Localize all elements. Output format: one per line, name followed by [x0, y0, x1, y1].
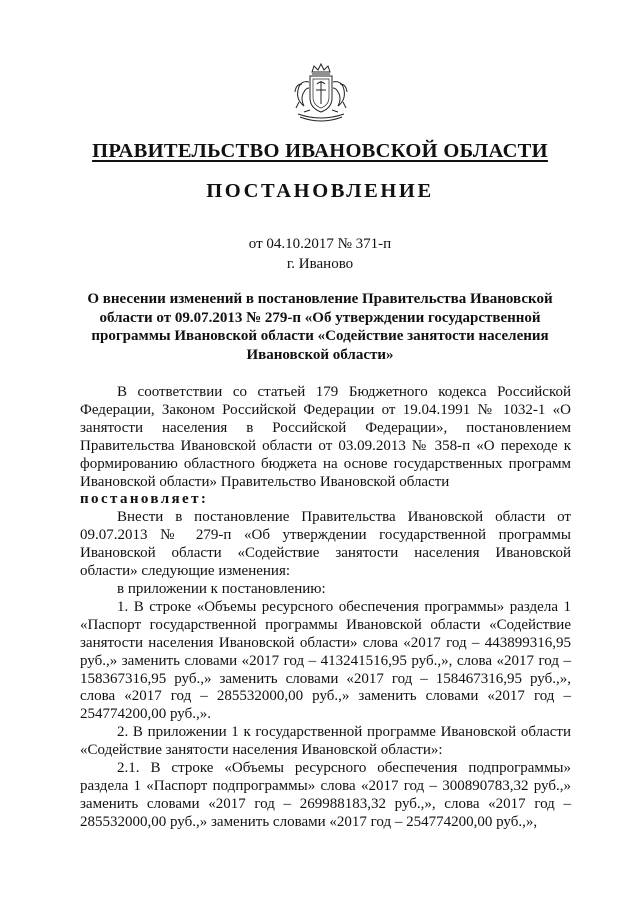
body-paragraph-1: Внести в постановление Правительства Ивановской области от 09.07.2013 № 279-п «Об утверждении государственной программы Ивановской области «Содействие занятости населения Ивановской области» следующие изменения: — [80, 509, 571, 580]
document-type-heading: ПОСТАНОВЛЕНИЕ — [206, 180, 434, 202]
preamble-text: В соответствии со статьей 179 Бюджетного кодекса Российской Федерации, Законом Российской Федерации от 19.04.1991 № 1032-1 «О занятости населения в Российской Федерации», постановлением Правительства Ивановской области от 03.09.2013 № 358-п «О переходе к формированию областного бюджета на основе государственных программ Ивановской области» Правительство Ивановской области — [80, 384, 571, 490]
resolves-word: постановляет: — [80, 491, 209, 508]
document-subject: О внесении изменений в постановление Правительства Ивановской области от 09.07.2013 № 279-п «Об утверждении государственной программы Ивановской области «Содействие занятости населения Ивановской области» — [87, 291, 553, 363]
body-paragraph-2: в приложении к постановлению: — [117, 580, 326, 597]
resolves-paragraph — [80, 491, 571, 509]
document-body — [80, 384, 571, 832]
document-date-number: от 04.10.2017 № 371-п — [248, 236, 392, 252]
body-paragraph-3: 1. В строке «Объемы ресурсного обеспечения программы» раздела 1 «Паспорт государственной программы Ивановской области «Содействие занятости населения Ивановской области» слова «2017 год – 443899316,95 руб.,» заменить словами «2017 год – 413241516,95 руб.,», слова «2017 год – 158367316,95 руб.,» заменить словами «2017 год – 158467316,95 руб.,», слова «2017 год – 285532000,00 руб.,» заменить словами «2017 год – 254774200,00 руб.,». — [80, 598, 571, 723]
preamble-paragraph — [80, 384, 571, 491]
government-title: ПРАВИТЕЛЬСТВО ИВАНОВСКОЙ ОБЛАСТИ — [92, 140, 548, 162]
body-paragraph-5: 2.1. В строке «Объемы ресурсного обеспечения подпрограммы» раздела 1 «Паспорт подпрограммы» слова «2017 год – 300890783,32 руб.,» заменить словами «2017 год – 269988183,32 руб.,», слова «2017 год – 285532000,00 руб.,» заменить словами «2017 год – 254774200,00 руб.,», — [80, 760, 571, 830]
body-paragraph-4: 2. В приложении 1 к государственной программе Ивановской области «Содействие занятости населения Ивановской области»: — [80, 724, 571, 759]
coat-of-arms-emblem — [290, 62, 352, 126]
document-city: г. Иваново — [286, 256, 354, 272]
